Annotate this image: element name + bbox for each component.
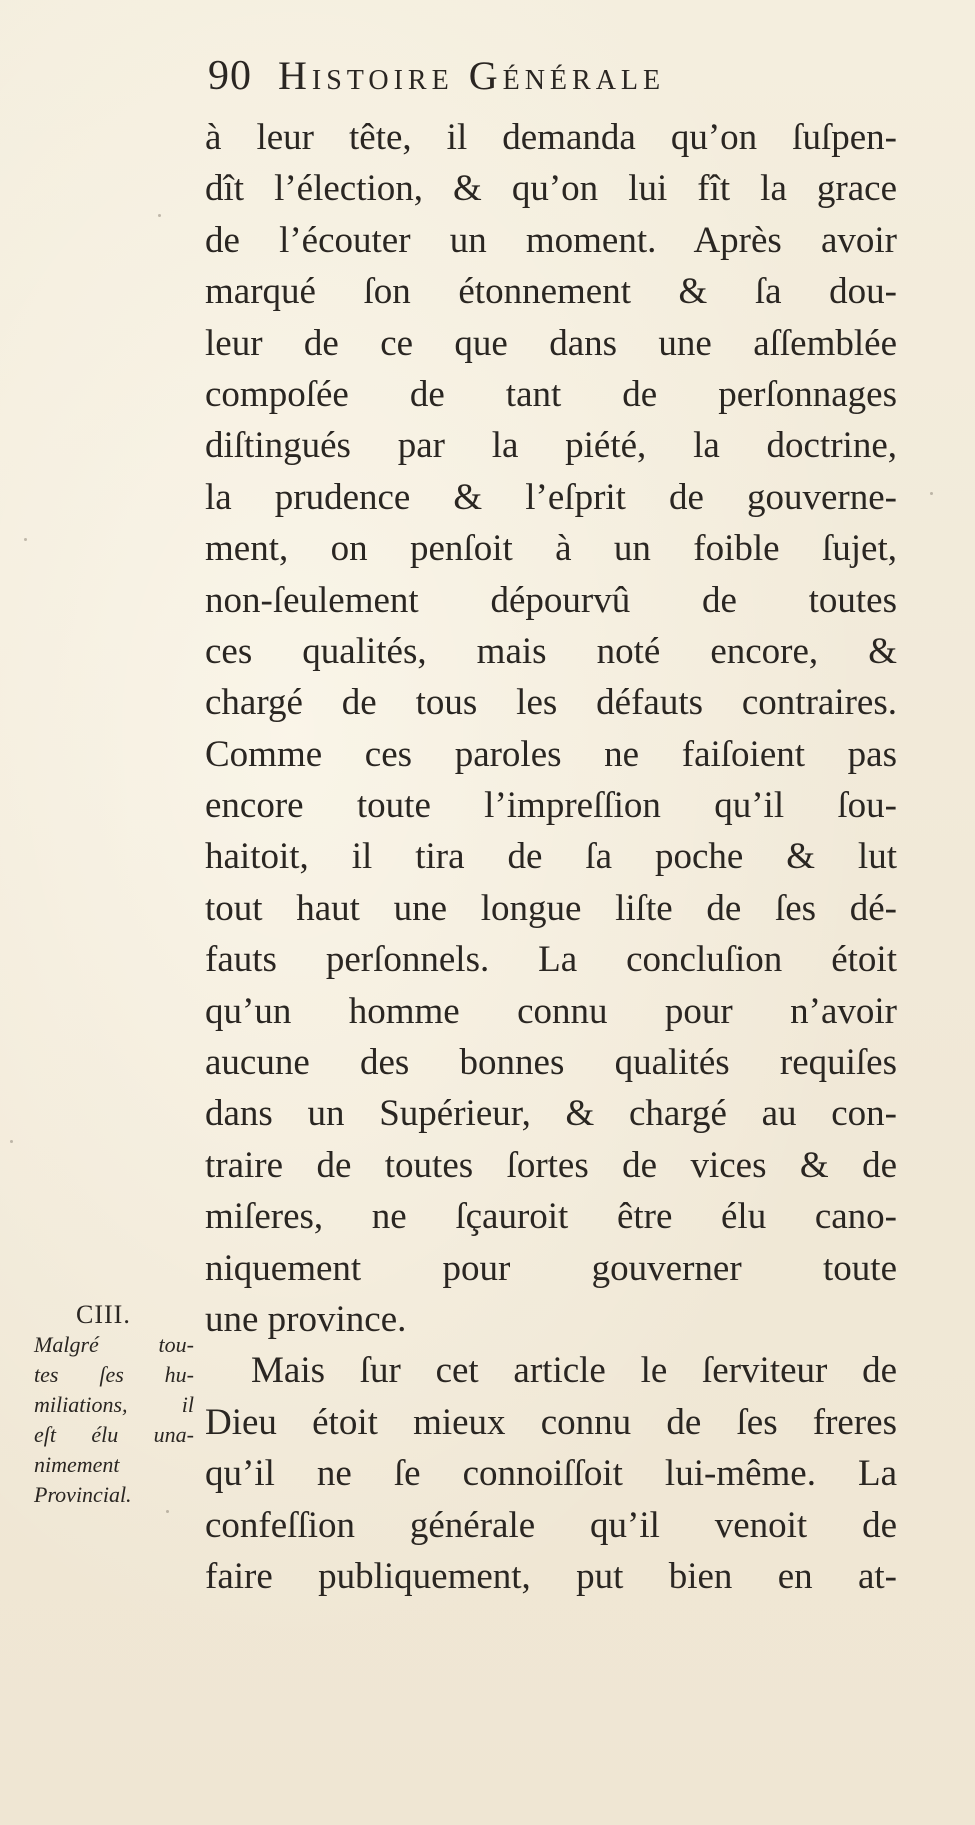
text-line: ces qualités, mais noté encore, & xyxy=(205,630,897,672)
text-line: diſtingués par la piété, la doctrine, xyxy=(205,425,897,467)
text-line: non-ſeulement dépourvû de toutes xyxy=(205,579,897,621)
text-line: confeſſion générale qu’il venoit de xyxy=(205,1504,897,1546)
paper-speck xyxy=(158,214,161,217)
text-line: dans un Supérieur, & chargé au con- xyxy=(205,1093,897,1135)
margin-note-line: nimement xyxy=(34,1452,120,1477)
margin-note-line: tes ſes hu- xyxy=(34,1362,194,1387)
margin-note xyxy=(34,1300,194,1510)
text-line: tout haut une longue liſte de ſes dé- xyxy=(205,887,897,929)
paper-speck xyxy=(930,492,933,495)
text-line: traire de toutes ſortes de vices & de xyxy=(205,1144,897,1186)
text-line: niquement pour gouverner toute xyxy=(205,1247,897,1289)
text-line: compoſée de tant de perſonnages xyxy=(205,373,897,415)
text-line: faire publiquement, put bien en at- xyxy=(205,1555,897,1597)
text-line: dît l’élection, & qu’on lui fît la grace xyxy=(205,168,897,210)
text-line: chargé de tous les défauts contraires. xyxy=(205,682,897,724)
text-line: la prudence & l’eſprit de gouverne- xyxy=(205,476,897,518)
running-title: Histoire Générale xyxy=(278,53,666,98)
text-line: haitoit, il tira de ſa poche & lut xyxy=(205,836,897,878)
paper-speck xyxy=(166,1510,169,1513)
text-line: à leur tête, il demanda qu’on ſuſpen- xyxy=(205,117,897,158)
margin-note-line: Provincial. xyxy=(34,1482,132,1507)
text-line: encore toute l’impreſſion qu’il ſou- xyxy=(205,785,897,827)
paper-speck xyxy=(10,1140,13,1143)
text-line: aucune des bonnes qualités requiſes xyxy=(205,1042,897,1084)
text-line: qu’il ne ſe connoiſſoit lui-même. La xyxy=(205,1453,897,1495)
text-line: Mais ſur cet article le ſerviteur de xyxy=(251,1350,897,1392)
margin-note-line: eſt élu una- xyxy=(34,1422,194,1447)
margin-note-number: CIII. xyxy=(76,1300,131,1329)
text-line: Dieu étoit mieux connu de ſes freres xyxy=(205,1401,897,1443)
text-line: une province. xyxy=(205,1298,407,1340)
main-text-column xyxy=(205,112,897,1602)
text-line: marqué ſon étonnement & ſa dou- xyxy=(205,271,897,313)
text-line: ment, on penſoit à un foible ſujet, xyxy=(205,528,897,570)
text-line: Comme ces paroles ne faiſoient pas xyxy=(205,733,897,775)
running-head xyxy=(208,52,848,102)
text-line: de l’écouter un moment. Après avoir xyxy=(205,219,897,261)
margin-note-line: miliations, il xyxy=(34,1392,194,1417)
margin-note-text xyxy=(34,1330,194,1510)
text-line: fauts perſonnels. La concluſion étoit xyxy=(205,939,897,981)
text-line: miſeres, ne ſçauroit être élu cano- xyxy=(205,1196,897,1238)
text-line: qu’un homme connu pour n’avoir xyxy=(205,990,897,1032)
text-line: leur de ce que dans une aſſemblée xyxy=(205,322,897,364)
page-number: 90 xyxy=(208,53,252,99)
paper-speck xyxy=(24,538,27,541)
margin-note-line: Malgré tou- xyxy=(34,1332,194,1357)
